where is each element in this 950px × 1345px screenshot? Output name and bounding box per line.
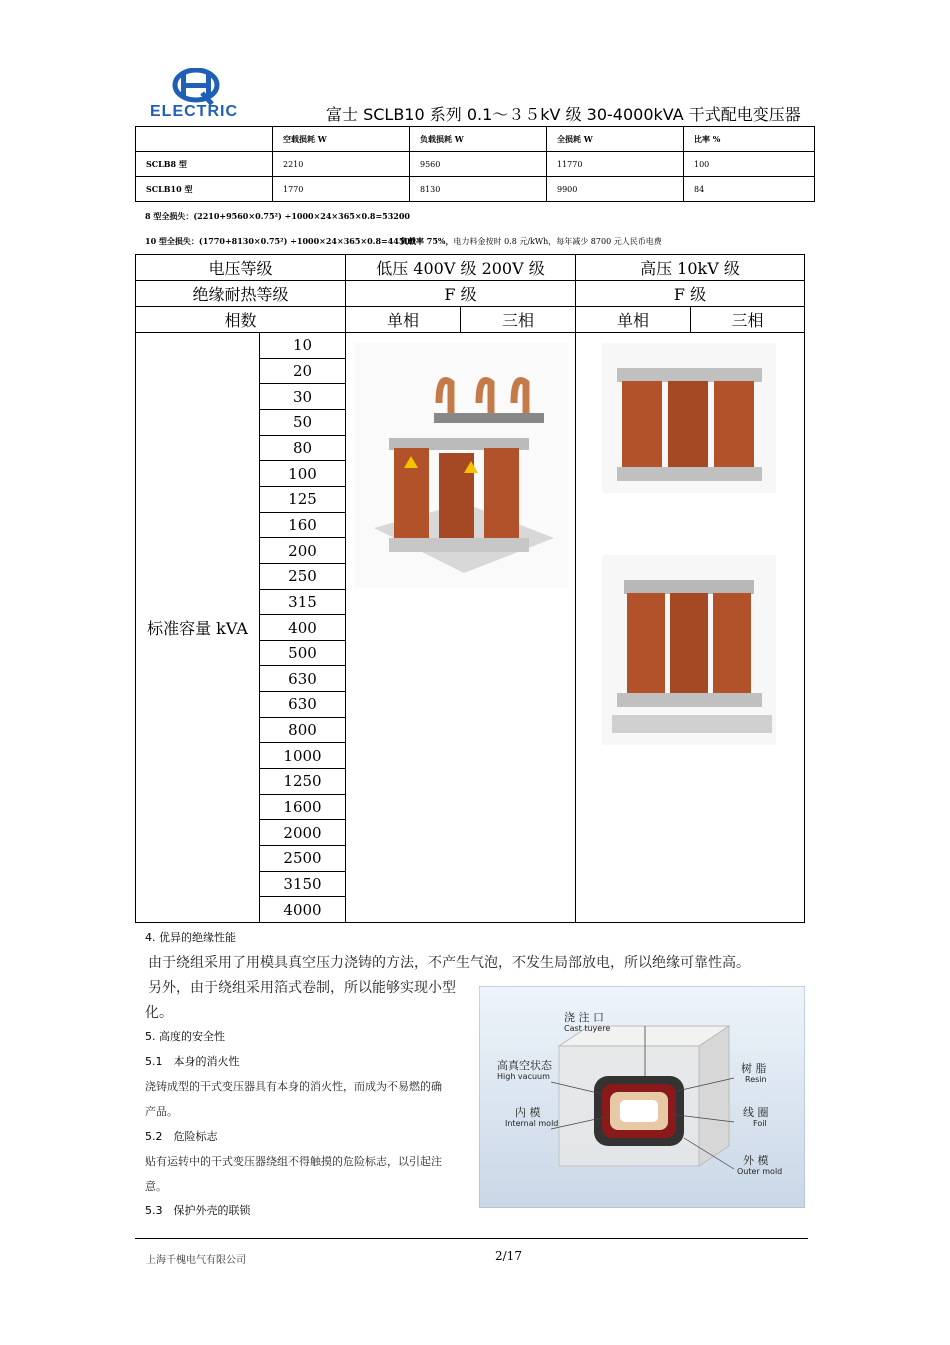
table-cell: 2210 bbox=[273, 152, 410, 177]
capacity-value: 10 bbox=[260, 333, 346, 359]
capacity-value: 160 bbox=[260, 512, 346, 538]
loss-rate-note bbox=[400, 236, 662, 247]
capacity-value: 20 bbox=[260, 358, 346, 384]
load-rate: 负载率 75%， bbox=[400, 236, 454, 246]
page-number: 2/17 bbox=[495, 1249, 522, 1263]
capacity-value: 100 bbox=[260, 461, 346, 487]
capacity-value: 400 bbox=[260, 615, 346, 641]
capacity-value: 50 bbox=[260, 410, 346, 436]
table-cell: 100 bbox=[684, 152, 815, 177]
high-voltage-header: 高压 10kV 级 bbox=[576, 255, 805, 281]
section-5-title: 5. 高度的安全性 bbox=[145, 1030, 225, 1043]
capacity-value: 1600 bbox=[260, 794, 346, 820]
section-5-3-title: 5.3 保护外壳的联锁 bbox=[145, 1204, 251, 1217]
section-4-para-1: 由于绕组采用了用模具真空压力浇铸的方法，不产生气泡，不发生局部放电，所以绝缘可靠性高。 bbox=[148, 955, 750, 971]
capacity-label: 标准容量 kVA bbox=[136, 333, 260, 923]
capacity-value: 630 bbox=[260, 666, 346, 692]
capacity-value: 80 bbox=[260, 435, 346, 461]
table-row bbox=[136, 152, 815, 177]
table-cell: SCLB10 型 bbox=[136, 177, 273, 202]
section-5-2-title: 5.2 危险标志 bbox=[145, 1130, 218, 1143]
table-cell: 空载损耗 W bbox=[273, 127, 410, 152]
footer-company: 上海千槐电气有限公司 bbox=[146, 1255, 246, 1266]
capacity-value: 500 bbox=[260, 640, 346, 666]
saving-note: 电力料金按时 0.8 元/kWh，每年减少 8700 元人民币电费 bbox=[453, 237, 662, 246]
diagram-label-vacuum: 高真空状态 bbox=[497, 1059, 552, 1072]
table-row bbox=[136, 177, 815, 202]
phase-label: 相数 bbox=[136, 307, 346, 333]
capacity-value: 2000 bbox=[260, 820, 346, 846]
logo-text: ELECTRIC bbox=[150, 103, 238, 120]
phase-high-single: 单相 bbox=[576, 307, 691, 333]
table-cell: SCLB8 型 bbox=[136, 152, 273, 177]
voltage-label: 电压等级 bbox=[136, 255, 346, 281]
insulation-low: F 级 bbox=[346, 281, 576, 307]
diagram-label-inner-en: Internal mold bbox=[505, 1119, 559, 1128]
table-cell: 84 bbox=[684, 177, 815, 202]
capacity-value: 1250 bbox=[260, 769, 346, 795]
section-4-title: 4. 优异的绝缘性能 bbox=[145, 931, 236, 944]
diagram-label-resin-en: Resin bbox=[745, 1075, 767, 1084]
capacity-value: 630 bbox=[260, 692, 346, 718]
low-voltage-header: 低压 400V 级 200V 级 bbox=[346, 255, 576, 281]
table-cell: 9900 bbox=[547, 177, 684, 202]
loss-comparison-table bbox=[135, 126, 815, 202]
loss-note-10: 10 型全损失：(1770+8130×0.75²) ÷1000×24×365×0.8=44500 bbox=[145, 236, 416, 246]
coil-structure-diagram bbox=[479, 986, 805, 1208]
high-voltage-photo-cell bbox=[576, 333, 805, 923]
table-cell: 负载损耗 W bbox=[410, 127, 547, 152]
capacity-value: 1000 bbox=[260, 743, 346, 769]
section-5-2-para-a: 贴有运转中的干式变压器绕组不得触摸的危险标志，以引起注 bbox=[145, 1155, 442, 1168]
document-title: 富士 SCLB10 系列 0.1～３５kV 级 30-4000kVA 干式配电变压器 bbox=[326, 105, 801, 124]
diagram-label-cast-en: Cast tuyere bbox=[564, 1024, 611, 1033]
capacity-value: 30 bbox=[260, 384, 346, 410]
table-cell bbox=[136, 127, 273, 152]
capacity-value: 125 bbox=[260, 486, 346, 512]
diagram-label-cast: 浇 注 口 bbox=[564, 1011, 604, 1024]
transformer-photo-low bbox=[354, 343, 568, 588]
section-4-para-2a: 另外，由于绕组采用箔式卷制，所以能够实现小型 bbox=[148, 980, 456, 996]
transformer-photo-high-1 bbox=[602, 343, 776, 493]
capacity-value: 800 bbox=[260, 717, 346, 743]
table-header-row bbox=[136, 127, 815, 152]
table-cell: 11770 bbox=[547, 152, 684, 177]
phase-low-single: 单相 bbox=[346, 307, 461, 333]
capacity-value: 2500 bbox=[260, 845, 346, 871]
phase-low-three: 三相 bbox=[461, 307, 576, 333]
diagram-label-resin: 树 脂 bbox=[741, 1062, 767, 1075]
insulation-label: 绝缘耐热等级 bbox=[136, 281, 346, 307]
section-5-1-para-a: 浇铸成型的干式变压器具有本身的消火性，而成为不易燃的确 bbox=[145, 1080, 442, 1093]
capacity-value: 200 bbox=[260, 538, 346, 564]
table-cell: 9560 bbox=[410, 152, 547, 177]
diagram-label-outer-en: Outer mold bbox=[737, 1167, 783, 1176]
table-cell: 比率 % bbox=[684, 127, 815, 152]
capacity-value: 250 bbox=[260, 563, 346, 589]
capacity-value: 4000 bbox=[260, 897, 346, 923]
diagram-label-foil: 线 圈 bbox=[743, 1106, 769, 1119]
loss-note-8: 8 型全损失：(2210+9560×0.75²) ÷1000×24×365×0.8=53200 bbox=[145, 211, 410, 221]
section-4-para-2b: 化。 bbox=[145, 1005, 173, 1021]
diagram-label-foil-en: Foil bbox=[753, 1119, 767, 1128]
capacity-value: 315 bbox=[260, 589, 346, 615]
table-cell: 1770 bbox=[273, 177, 410, 202]
phase-high-three: 三相 bbox=[691, 307, 805, 333]
insulation-high: F 级 bbox=[576, 281, 805, 307]
diagram-label-inner: 内 模 bbox=[515, 1106, 541, 1119]
footer-divider bbox=[135, 1238, 808, 1239]
capacity-value: 3150 bbox=[260, 871, 346, 897]
spec-table bbox=[135, 254, 805, 923]
transformer-photo-high-2 bbox=[602, 555, 776, 745]
table-cell: 全损耗 W bbox=[547, 127, 684, 152]
low-voltage-photo-cell bbox=[346, 333, 576, 923]
section-5-2-para-b: 意。 bbox=[145, 1180, 167, 1193]
section-5-1-para-b: 产品。 bbox=[145, 1105, 178, 1118]
section-5-1-title: 5.1 本身的消火性 bbox=[145, 1055, 240, 1068]
diagram-label-outer: 外 模 bbox=[743, 1154, 769, 1167]
diagram-label-vacuum-en: High vacuum bbox=[497, 1072, 550, 1081]
table-cell: 8130 bbox=[410, 177, 547, 202]
